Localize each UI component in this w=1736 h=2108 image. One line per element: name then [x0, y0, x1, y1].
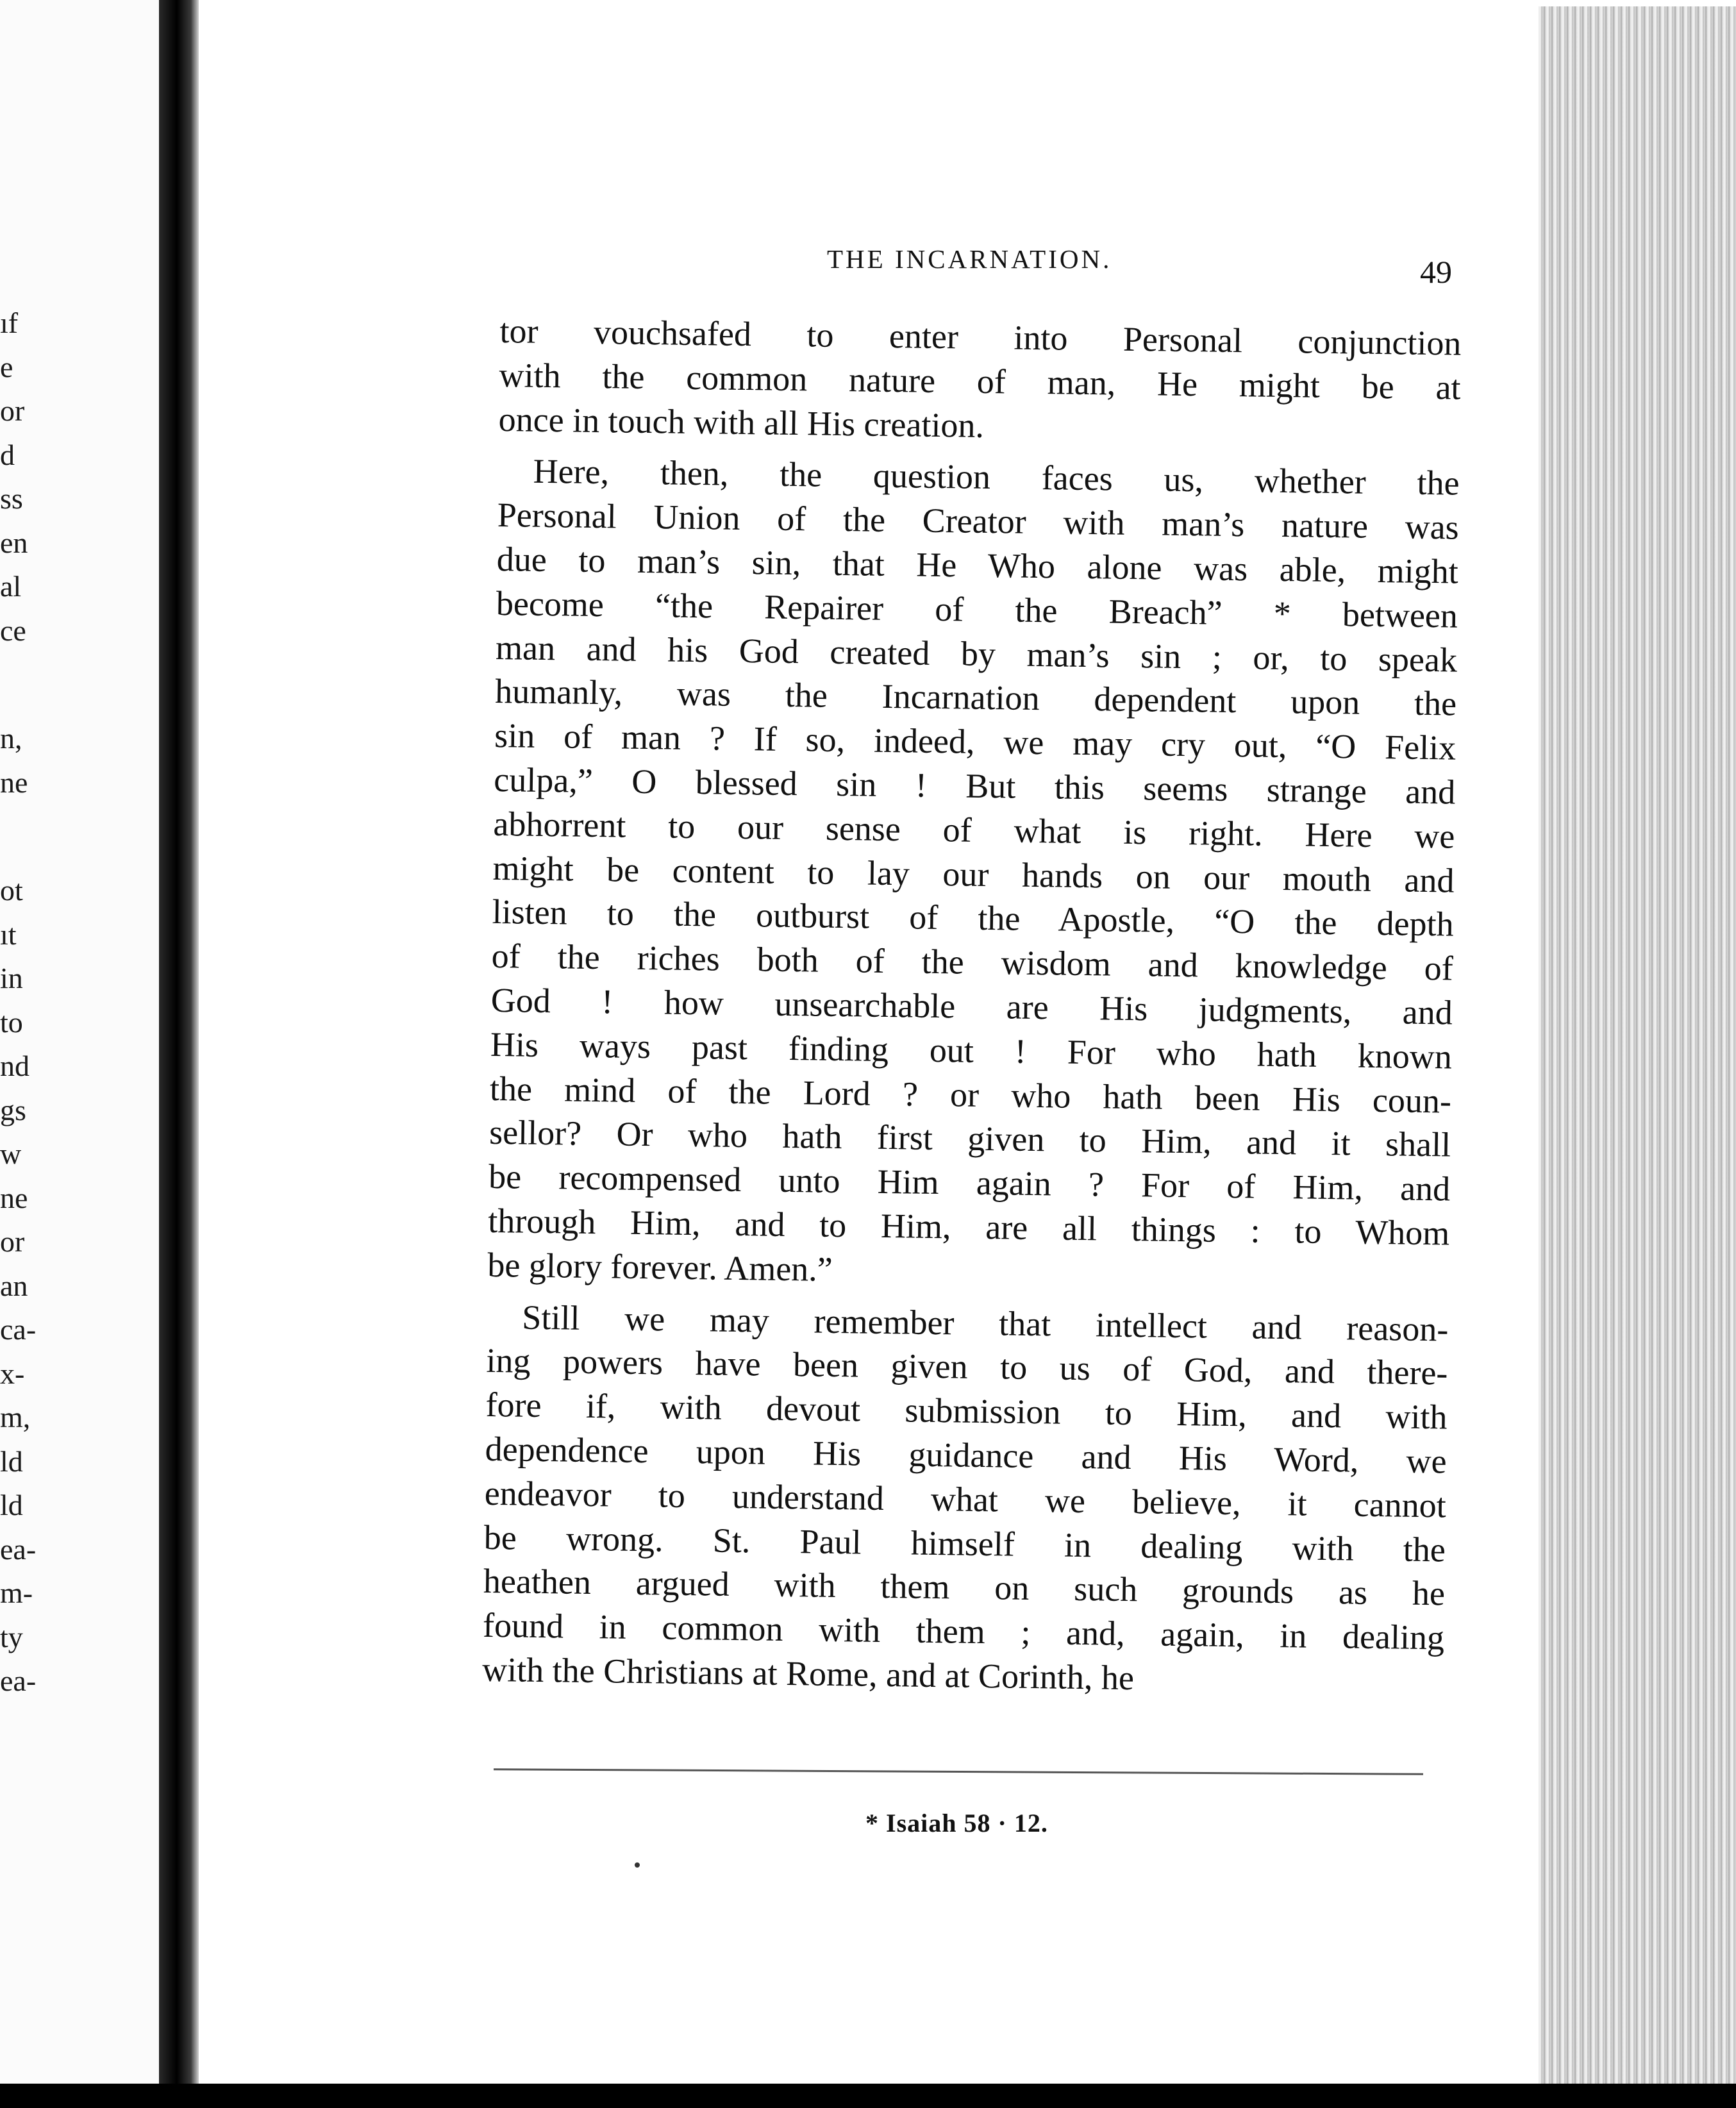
text-line: of the riches both of the wisdom and knowledge of	[491, 937, 1454, 988]
left-fragment-line: ca-	[0, 1313, 37, 1346]
left-fragment-line: ce	[0, 614, 26, 647]
text-line: be glory forever. Amen.”	[487, 1245, 833, 1289]
left-fragment-line	[0, 805, 38, 869]
book-gutter	[159, 0, 199, 2084]
ink-speck	[635, 1862, 640, 1868]
text-line: tor vouchsafed to enter into Personal conjunction	[499, 311, 1462, 363]
left-fragment-line: gs	[0, 1093, 26, 1126]
left-fragment-line: w	[0, 1137, 22, 1170]
text-line: heathen argued with them on such grounds as he	[483, 1562, 1446, 1613]
left-fragment-line: ot	[0, 874, 23, 907]
left-fragment-line: m,	[0, 1401, 31, 1434]
left-fragment-line: in	[0, 962, 23, 994]
left-fragment-line: or	[0, 1225, 25, 1258]
text-line: Still we may remember that intellect and reason-	[522, 1298, 1449, 1349]
text-line: through Him, and to Him, are all things : to Whom	[487, 1201, 1450, 1253]
text-line: God ! how unsearchable are His judgments, and	[490, 980, 1453, 1032]
text-line: Personal Union of the Creator with man’s nature was	[497, 496, 1460, 547]
left-fragment-line: ıf	[0, 306, 19, 339]
text-line: Here, then, the question faces us, whether the	[533, 452, 1460, 503]
left-fragment-line: ty	[0, 1620, 23, 1653]
left-fragment-line: ss	[0, 482, 23, 515]
text-line: humanly, was the Incarnation dependent upon the	[494, 672, 1457, 723]
left-facing-page	[0, 0, 163, 2084]
page-number: 49	[1420, 254, 1452, 290]
left-fragment-line: ne	[0, 765, 28, 799]
left-fragment-line: n,	[0, 722, 22, 755]
body-text	[482, 309, 1462, 1712]
text-line: culpa,” O blessed sin ! But this seems strange and	[494, 760, 1456, 812]
left-fragment-line: ea-	[0, 1532, 37, 1566]
text-line: with the common nature of man, He might be at	[499, 355, 1461, 407]
text-line: dependence upon His guidance and His Word, we	[485, 1429, 1447, 1481]
left-fragment-line	[0, 653, 38, 717]
left-fragment-line: x-	[0, 1357, 25, 1390]
left-fragment-line: nd	[0, 1050, 29, 1082]
text-line: endeavor to understand what we believe, it cannot	[484, 1473, 1447, 1525]
text-line: listen to the outburst of the Apostle, “O the depth	[492, 892, 1454, 944]
text-line: found in common with them ; and, again, in dealing	[482, 1605, 1445, 1657]
left-fragment-line: en	[0, 526, 28, 559]
text-line: due to man’s sin, that He Who alone was able, might	[496, 539, 1459, 591]
left-fragment-line: d	[0, 438, 15, 471]
book-page	[199, 0, 1558, 2084]
left-fragment-line: al	[0, 570, 22, 603]
paragraph	[482, 1294, 1449, 1704]
footnote: * Isaiah 58 · 12.	[865, 1809, 1048, 1837]
text-line: sin of man ? If so, indeed, we may cry out, “O Felix	[494, 716, 1456, 767]
text-line: fore if, with devout submission to Him, and with	[485, 1385, 1448, 1437]
text-line: man and his God created by man’s sin ; or, to speak	[495, 628, 1458, 680]
left-fragment-line: to	[0, 1005, 23, 1039]
left-fragment-line: e	[0, 350, 13, 383]
text-line: abhorrent to our sense of what is right. Here we	[493, 804, 1455, 856]
paragraph	[487, 449, 1460, 1300]
left-fragment-line: an	[0, 1269, 28, 1302]
text-line: be wrong. St. Paul himself in dealing with the	[483, 1518, 1446, 1569]
running-head: THE INCARNATION.	[827, 244, 1112, 274]
text-line: sellor? Or who hath first given to Him, and it shall	[488, 1113, 1451, 1164]
text-line: become “the Repairer of the Breach” * between	[496, 583, 1458, 635]
left-fragment-line: ne	[0, 1181, 28, 1214]
left-fragment-line: ea-	[0, 1664, 37, 1697]
text-line: the mind of the Lord ? or who hath been His coun-	[489, 1069, 1452, 1121]
scan-bottom-band	[0, 2084, 1736, 2108]
footnote-rule	[494, 1768, 1423, 1775]
text-line: His ways past finding out ! For who hath known	[490, 1025, 1453, 1076]
left-fragment-line: ld	[0, 1489, 23, 1521]
left-fragment-line: ld	[0, 1444, 23, 1478]
left-fragment-line: m-	[0, 1577, 33, 1609]
left-fragment-line: ıt	[0, 917, 17, 951]
text-line: might be content to lay our hands on our mouth and	[492, 848, 1455, 900]
left-fragment-line: or	[0, 394, 25, 427]
text-line: once in touch with all His creation.	[498, 399, 985, 445]
text-line: be recompensed unto Him again ? For of Him, and	[488, 1157, 1451, 1209]
text-line: with the Christians at Rome, and at Corinth, he	[481, 1650, 1135, 1698]
left-page-text-fragments	[0, 301, 38, 1703]
page-edges	[1539, 6, 1736, 2084]
text-line: ing powers have been given to us of God, and there-	[486, 1341, 1448, 1393]
paragraph	[498, 309, 1462, 454]
